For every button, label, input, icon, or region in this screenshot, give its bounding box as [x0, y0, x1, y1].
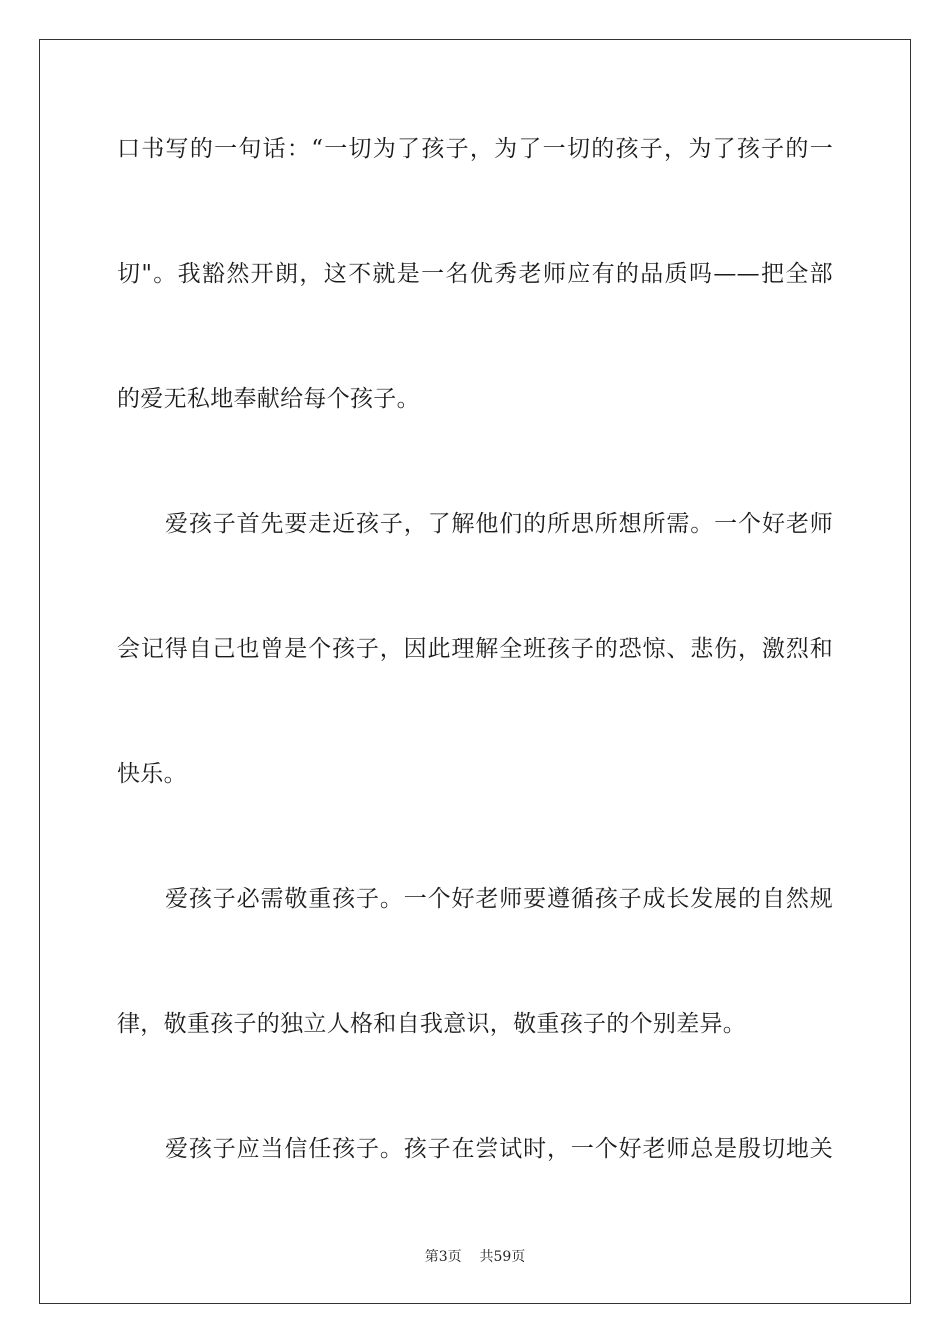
- total-pages: 共59页: [479, 1249, 526, 1265]
- page-number: 第3页: [424, 1249, 462, 1265]
- body-line-6: 快乐。: [117, 761, 187, 787]
- body-line-8: 律，敬重孩子的独立人格和自我意识，敬重孩子的个别差异。: [117, 1011, 747, 1037]
- body-line-9: 爱孩子应当信任孩子。孩子在尝试时，一个好老师总是殷切地关: [165, 1136, 833, 1162]
- body-line-1: 口书写的一句话：“一切为了孩子，为了一切的孩子，为了孩子的一: [117, 136, 833, 162]
- body-line-3: 的爱无私地奉献给每个孩子。: [117, 386, 420, 412]
- body-line-4: 爱孩子首先要走近孩子，了解他们的所思所想所需。一个好老师: [165, 511, 833, 537]
- body-line-2: 切"。我豁然开朗，这不就是一名优秀老师应有的品质吗——把全部: [117, 261, 833, 287]
- body-line-5: 会记得自己也曾是个孩子，因此理解全班孩子的恐惊、悲伤，激烈和: [117, 636, 833, 662]
- body-line-7: 爱孩子必需敬重孩子。一个好老师要遵循孩子成长发展的自然规: [165, 886, 833, 912]
- page-frame: [39, 39, 911, 1304]
- page-footer: [0, 1248, 950, 1266]
